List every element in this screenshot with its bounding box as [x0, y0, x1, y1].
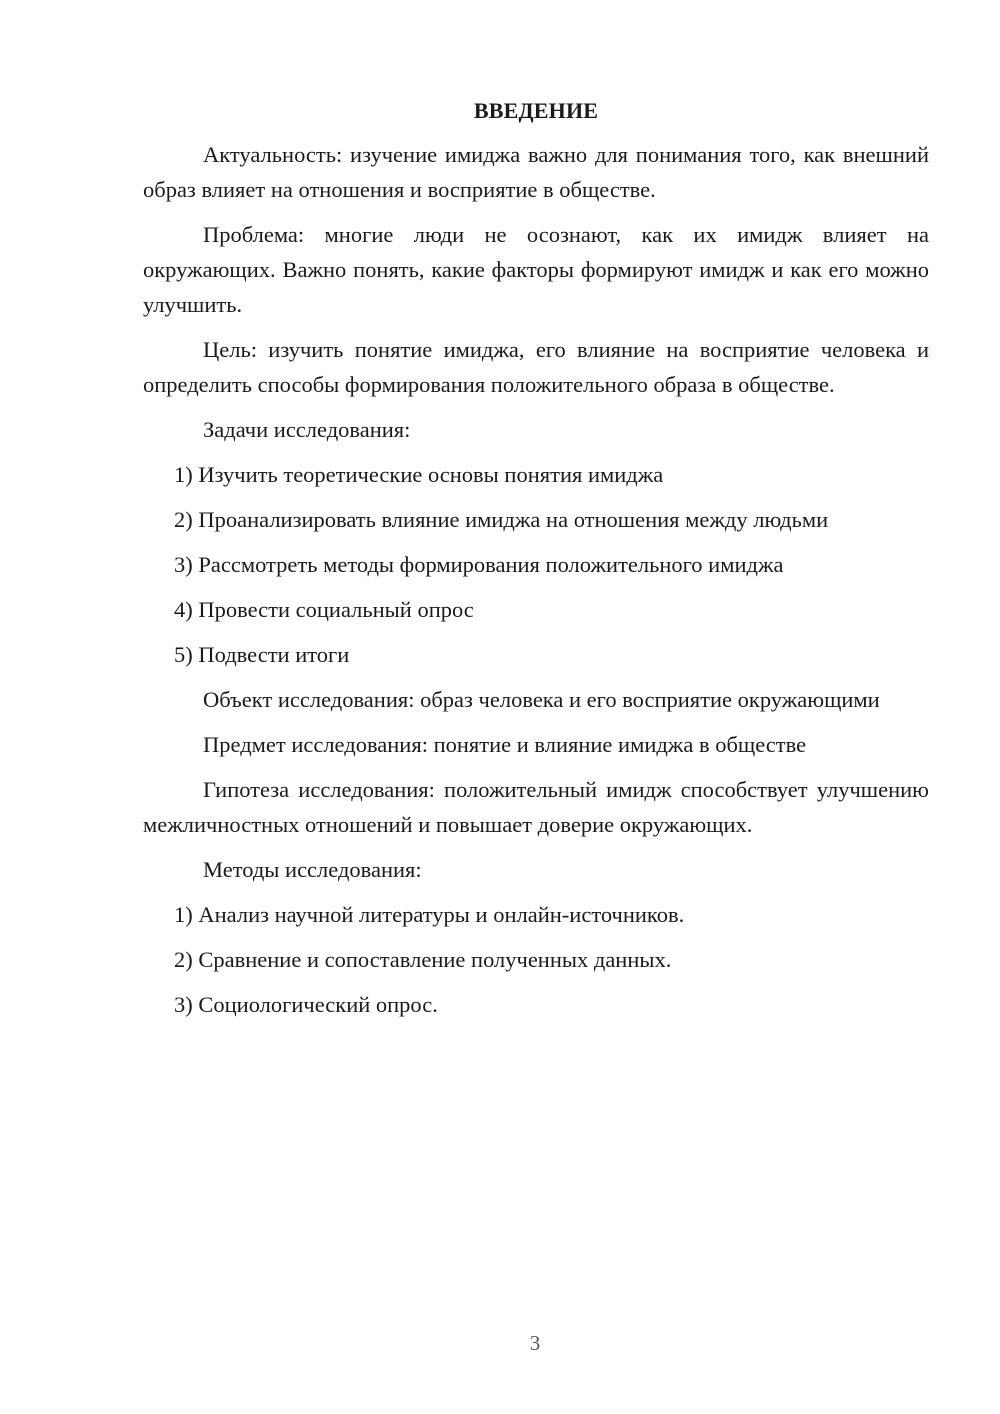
- page-number: 3: [529, 1331, 541, 1355]
- hypothesis-paragraph: Гипотеза исследования: положительный имидж способствует улучшению межличностных отношений и повышает доверие окружающих.: [143, 777, 929, 837]
- task-item: 1) Изучить теоретические основы понятия имиджа: [174, 462, 664, 487]
- methods-heading: Методы исследования:: [203, 857, 422, 882]
- tasks-heading: Задачи исследования:: [203, 417, 411, 442]
- task-item: 5) Подвести итоги: [174, 642, 350, 667]
- problem-paragraph: Проблема: многие люди не осознают, как их имидж влияет на окружающих. Важно понять, какие факторы формируют имидж и как его можно улучшить.: [143, 222, 929, 317]
- page-content: [143, 93, 929, 1032]
- relevance-paragraph: Актуальность: изучение имиджа важно для понимания того, как внешний образ влияет на отношения и восприятие в обществе.: [143, 142, 929, 202]
- task-item: 3) Рассмотреть методы формирования положительного имиджа: [174, 552, 784, 577]
- task-item: 2) Проанализировать влияние имиджа на отношения между людьми: [174, 507, 829, 532]
- goal-paragraph: Цель: изучить понятие имиджа, его влияние на восприятие человека и определить способы формирования положительного образа в обществе.: [143, 337, 929, 397]
- method-item: 3) Социологический опрос.: [174, 992, 438, 1017]
- subject-paragraph: Предмет исследования: понятие и влияние имиджа в обществе: [203, 732, 807, 757]
- task-item: 4) Провести социальный опрос: [174, 597, 474, 622]
- object-paragraph: Объект исследования: образ человека и его восприятие окружающими: [203, 687, 880, 712]
- section-title: ВВЕДЕНИЕ: [473, 98, 599, 123]
- method-item: 1) Анализ научной литературы и онлайн-источников.: [174, 902, 685, 927]
- method-item: 2) Сравнение и сопоставление полученных данных.: [174, 947, 672, 972]
- tasks-list: [143, 457, 929, 672]
- methods-list: [143, 897, 929, 1022]
